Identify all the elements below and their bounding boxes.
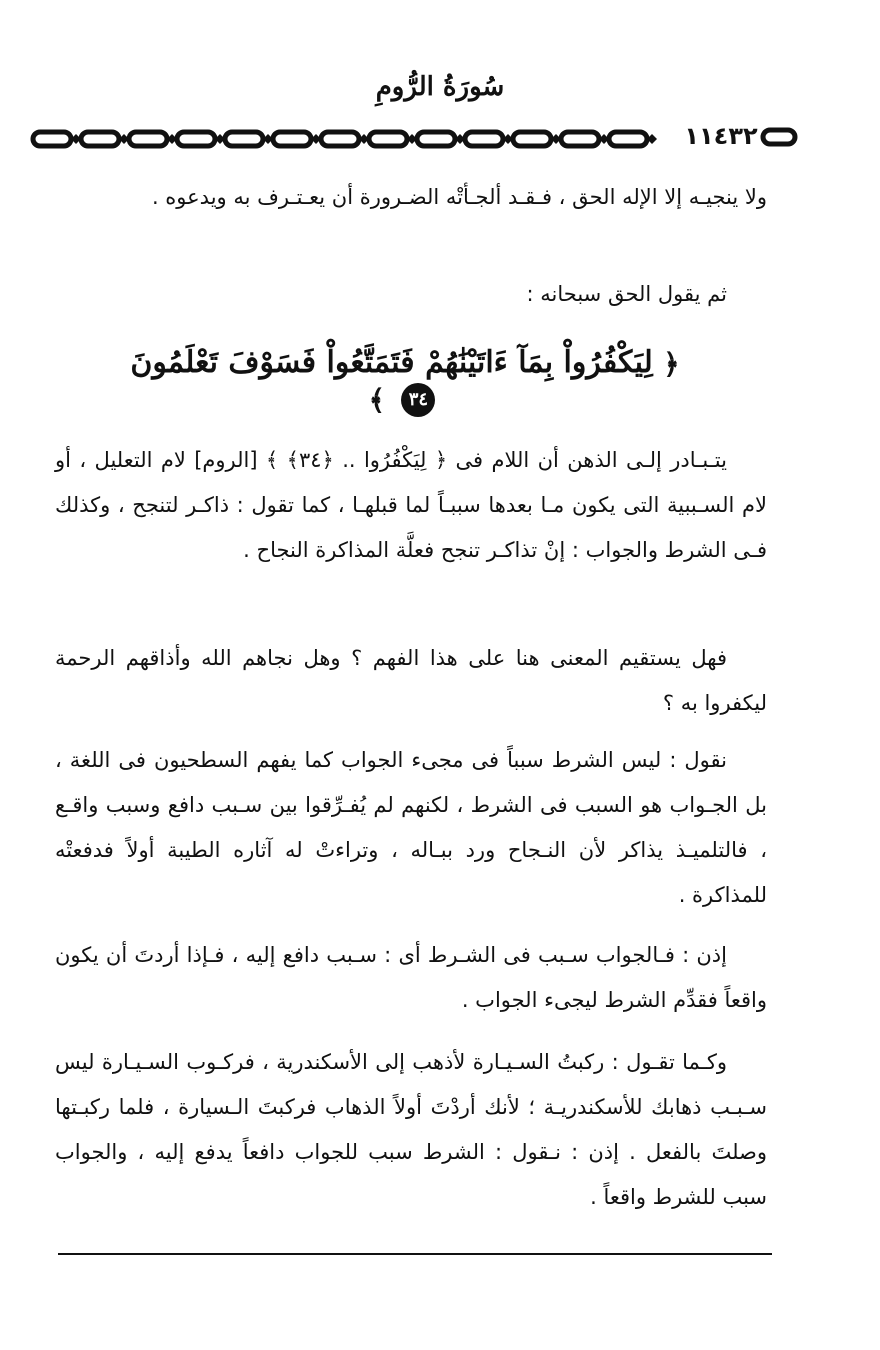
body-paragraph-2 bbox=[55, 636, 767, 726]
verse-close-bracket: ﴾ bbox=[368, 383, 385, 416]
body-text-4: إذن : فـالجواب سـبب فى الشـرط أى : سـبب دافع إليه ، فـإذا أردتَ أن يكون واقعاً فقدِّم الشرط ليجىء الجواب . bbox=[55, 943, 767, 1012]
chain-link bbox=[321, 132, 359, 146]
transition-text: ثم يقول الحق سبحانه : bbox=[526, 282, 727, 306]
intro-text: ولا ينجيـه إلا الإله الحق ، فـقـد ألجـأتْه الضـرورة أن يعـتـرف به ويدعوه . bbox=[151, 185, 767, 209]
chain-link bbox=[81, 132, 119, 146]
intro-paragraph bbox=[55, 175, 767, 220]
chain-link bbox=[513, 132, 551, 146]
transition-paragraph bbox=[55, 272, 767, 317]
chain-link bbox=[33, 132, 71, 146]
quran-verse bbox=[110, 345, 700, 415]
body-text-2: فهل يستقيم المعنى هنا على هذا الفهم ؟ وهل نجاهم الله وأذاقهم الرحمة ليكفروا به ؟ bbox=[55, 646, 767, 715]
page-number: ١١٤٣٢ bbox=[684, 122, 758, 150]
surah-title: سُورَةُ الرُّومِ bbox=[375, 72, 505, 102]
body-paragraph-5 bbox=[55, 1040, 767, 1220]
header-ornament-chain bbox=[30, 122, 790, 156]
chain-link bbox=[609, 132, 647, 146]
chain-link bbox=[177, 132, 215, 146]
chain-link bbox=[561, 132, 599, 146]
chain-link bbox=[465, 132, 503, 146]
verse-open-bracket: ﴿ bbox=[663, 347, 680, 381]
verse-text: لِيَكْفُرُواْ بِمَآ ءَاتَيْنَٰهُمْ فَتَمَتَّعُواْ فَسَوْفَ تَعْلَمُونَ bbox=[130, 345, 653, 380]
body-paragraph-4 bbox=[55, 933, 767, 1023]
chain-link bbox=[369, 132, 407, 146]
chain-link bbox=[129, 132, 167, 146]
footer-rule bbox=[58, 1253, 772, 1255]
body-paragraph-3 bbox=[55, 738, 767, 918]
header-ornament-end bbox=[760, 122, 800, 152]
chain-link bbox=[273, 132, 311, 146]
chain-link bbox=[417, 132, 455, 146]
body-text-5: وكـما تقـول : ركبتُ السـيـارة لأذهب إلى الأسكندرية ، فركـوب السـيـارة ليس سـبـب ذهابك للأسكندريـة ؛ لأنك أردْتَ أولاً الذهاب فركبتَ الـسيارة ، فلما ركبـتها وصلتَ بالفعل . إذن : نـقول : الشرط سبب للجواب دافعاً يدفع إليه ، والجواب سبب للشرط واقعاً . bbox=[55, 1050, 767, 1209]
verse-number-badge: ٣٤ bbox=[401, 383, 435, 417]
body-text-3: نقول : ليس الشرط سبباً فى مجىء الجواب كما يفهم السطحيون فى اللغة ، بل الجـواب هو السبب فى الشرط ، لكنهم لم يُفـرِّقوا بين سـبب دافع وسبب واقـع ، فالتلميـذ يذاكر لأن النـجاح ورد ببـاله ، وتراءتْ له آثاره الطيبة أولاً فدفعتْه للمذاكرة . bbox=[55, 748, 767, 907]
chain-link bbox=[225, 132, 263, 146]
body-paragraph-1 bbox=[55, 438, 767, 573]
body-text-1: يتـبـادر إلـى الذهن أن اللام فى ﴿ لِيَكْفُرُوا .. ﴿٣٤﴾ ﴾ [الروم] لام التعليل ، أو لام السـببية التى يكون مـا بعدها سببـاً لما قبلهـا ، كما تقول : ذاكـر لتنجح ، وكذلك فـى الشرط والجواب : إنْ تذاكـر تنجح فعلَّة المذاكرة النجاح . bbox=[55, 448, 767, 562]
